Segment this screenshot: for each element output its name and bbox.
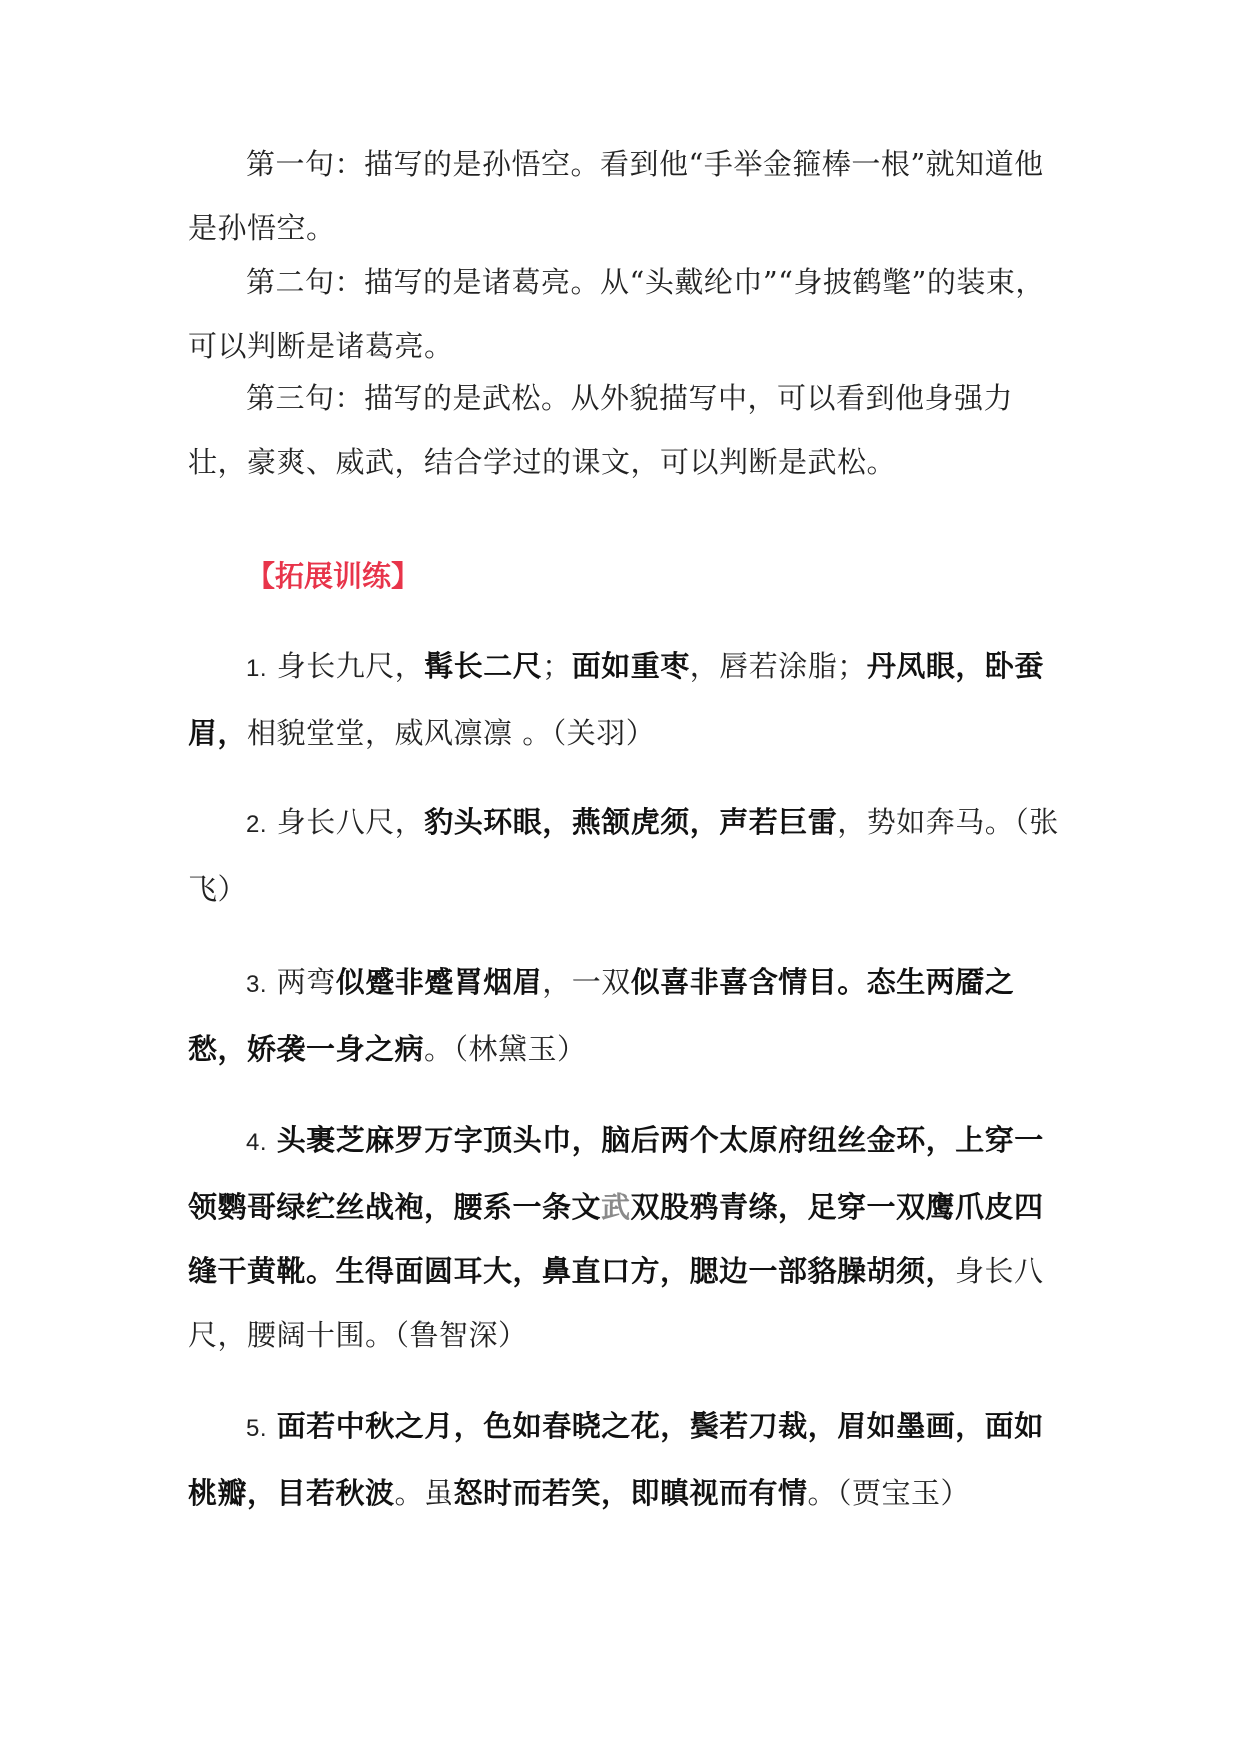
item-number: 1. (246, 655, 268, 682)
exercise-item-3 (188, 950, 1068, 1081)
item-number: 4. (246, 1129, 268, 1156)
analysis-paragraph-1 (188, 132, 1058, 260)
exercise-item-1 (188, 634, 1068, 765)
item-text: ，唇若涂脂； (689, 649, 867, 683)
item-text: 。（贾宝玉） (807, 1476, 971, 1510)
item-bold-text: 怒时而若笑，即瞋视而有情 (453, 1476, 808, 1510)
item-text: 。（林黛玉） (424, 1032, 587, 1066)
exercise-item-5 (188, 1394, 1068, 1525)
item-gray-char: 武 (601, 1190, 631, 1224)
analysis-colon: ： (334, 147, 365, 181)
item-text: 身长八尺， (276, 805, 425, 839)
analysis-colon: ： (334, 265, 365, 299)
item-text: 身长九尺， (276, 649, 425, 683)
item-text: 两弯 (276, 965, 336, 999)
item-number: 5. (246, 1415, 268, 1442)
item-number: 3. (246, 971, 268, 998)
item-bold-text: 髯长二尺 (424, 649, 543, 683)
item-number: 2. (246, 811, 268, 838)
analysis-label: 第一句 (246, 147, 335, 181)
analysis-colon: ： (334, 381, 365, 415)
analysis-label: 第二句 (246, 265, 335, 299)
item-bold-text: 似喜非喜含情目。态生两靥之愁，娇袭一身之病 (188, 965, 1015, 1066)
item-text: 身长八尺，腰阔十围。（鲁智深） (188, 1254, 1044, 1352)
item-bold-text: 似蹙非蹙罥烟眉 (335, 965, 543, 999)
analysis-paragraph-2 (188, 250, 1058, 378)
item-text: 。虽 (394, 1476, 454, 1510)
analysis-text: 描写的是武松。从外貌描写中，可以看到他身强力壮，豪爽、威武，结合学过的课文，可以判断是武松。 (188, 381, 1014, 479)
exercise-item-2 (188, 790, 1068, 921)
section-heading: 【拓展训练】 (246, 559, 421, 593)
analysis-paragraph-3 (188, 366, 1058, 494)
item-text: 相貌堂堂，威风凛凛 。（关羽） (247, 716, 656, 750)
analysis-text: 描写的是孙悟空。看到他“手举金箍棒一根”就知道他是孙悟空。 (188, 147, 1044, 245)
item-text: ，势如奔马。（张飞） (188, 805, 1059, 906)
analysis-text: 描写的是诸葛亮。从“头戴纶巾”“身披鹤氅”的装束，可以判断是诸葛亮。 (188, 265, 1045, 363)
item-bold-text: 面若中秋之月，色如春晓之花，鬓若刀裁，眉如墨画，面如桃瓣，目若秋波 (188, 1409, 1044, 1510)
item-text: ； (542, 649, 572, 683)
item-bold-text: 丹凤眼，卧蚕眉， (188, 649, 1044, 750)
item-bold-text: 头裹芝麻罗万字顶头巾，脑后两个太原府纽丝金环，上穿一领鹦哥绿纻丝战袍，腰系一条文 (188, 1123, 1044, 1224)
item-bold-text: 面如重枣 (571, 649, 690, 683)
exercise-item-4 (188, 1108, 1068, 1367)
item-bold-text: 豹头环眼，燕颔虎须，声若巨雷 (424, 805, 838, 839)
analysis-label: 第三句 (246, 381, 335, 415)
item-bold-text: 双股鸦青绦，足穿一双鹰爪皮四缝干黄靴。生得面圆耳大，鼻直口方，腮边一部貉臊胡须， (188, 1190, 1044, 1288)
item-text: ，一双 (542, 965, 631, 999)
